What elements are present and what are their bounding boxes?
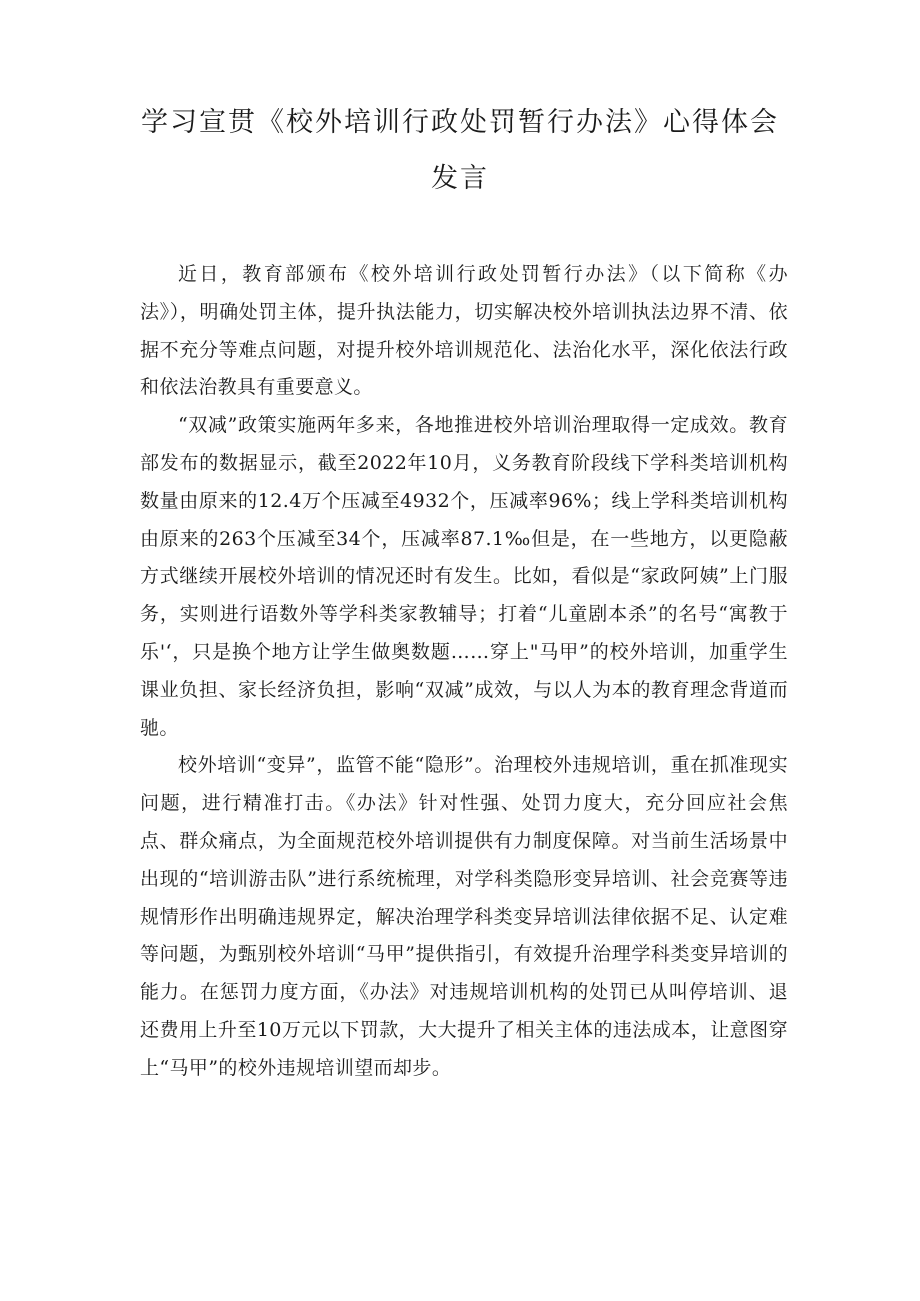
paragraph-supervision: 校外培训“变异”，监管不能“隐形”。治理校外违规培训，重在抓准现实问题，进行精准打击。《办法》针对性强、处罚力度大，充分回应社会焦点、群众痛点，为全面规范校外培训提供有力制度保障。对当前生活场景中出现的“培训游击队”进行系统梳理，对学科类隐形变异培训、社会竞赛等违规情形作出明确违规界定，解决治理学科类变异培训法律依据不足、认定难等问题，为甄别校外培训“马甲”提供指引，有效提升治理学科类变异培训的能力。在惩罚力度方面，《办法》对违规培训机构的处罚已从叫停培训、退还费用上升至10万元以下罚款，大大提升了相关主体的违法成本，让意图穿上“马甲”的校外违规培训望而却步。 xyxy=(140,754,788,1079)
paragraph-intro: 近日，教育部颁布《校外培训行政处罚暂行办法》（以下简称《办法》），明确处罚主体，提升执法能力，切实解决校外培训执法边界不清、依据不充分等难点问题，对提升校外培训规范化、法治化水平，深化依法行政和依法治教具有重要意义。 xyxy=(140,263,788,399)
paragraph-double-reduction: “双减”政策实施两年多来，各地推进校外培训治理取得一定成效。教育部发布的数据显示，截至2022年10月，义务教育阶段线下学科类培训机构数量由原来的12.4万个压减至4932个，压减率96%；线上学科类培训机构由原来的263个压减至34个，压减率87.1‰但是，在一些地方，以更隐蔽方式继续开展校外培训的情况还时有发生。比如，看似是“家政阿姨”上门服务，实则进行语数外等学科类家教辅导；打着“儿童剧本杀”的名号“寓教于乐'‘，只是换个地方让学生做奥数题……穿上"马甲”的校外培训，加重学生课业负担、家长经济负担，影响“双减”成效，与以人为本的教育理念背道而驰。 xyxy=(140,414,788,739)
document-title-line1: 学习宣贯《校外培训行政处罚暂行办法》心得体会 xyxy=(141,107,779,138)
document-body xyxy=(140,256,788,1088)
document-title-line2: 发言 xyxy=(431,163,489,194)
